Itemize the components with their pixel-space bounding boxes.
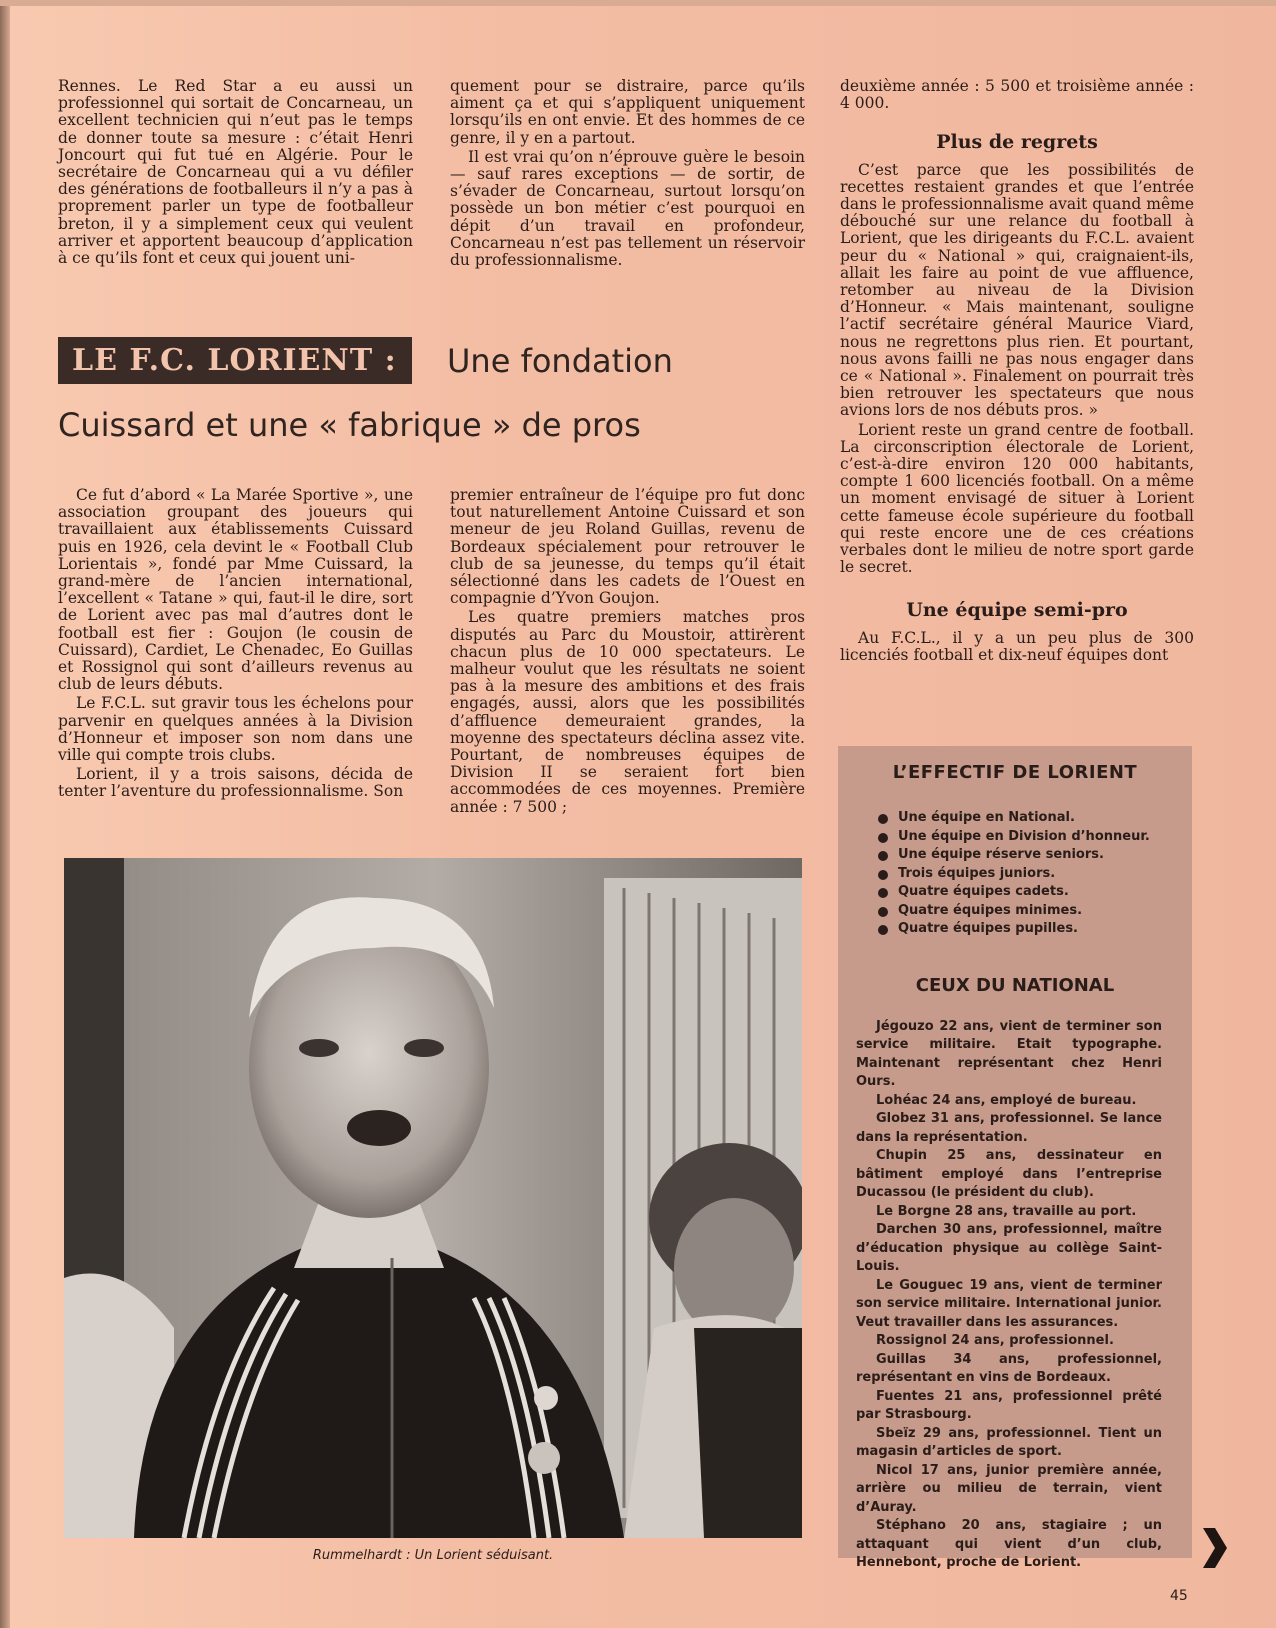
top-column-2 — [450, 78, 805, 271]
paragraph: Rennes. Le Red Star a eu aussi un professionnel qui sortait de Concarneau, un excellent technicien qui n’eut pas le temps de donner toute sa mesure : c’était Henri Joncourt qui fut tué en Algérie. Pour le secrétaire de Concarneau qui a vu défiler des générations de footballeurs il n’y a pas à proprement parler un type de footballeur breton, il y a simplement ceux qui veulent arriver et apportent beaucoup d’application à ce qu’ils font et ceux qui jouent uni- — [58, 77, 413, 268]
continue-arrow-icon — [1203, 1528, 1227, 1568]
paragraph: Les quatre premiers matches pros disputés au Parc du Moustoir, attirèrent chacun plus de 10 000 spectateurs. Le malheur voulut que les résultats ne soient pas à la mesure des ambitions et des frais engagés, aussi, alors que les possibilités d’affluence demeuraient grandes, la moyenne des spectateurs déclina assez vite. Pourtant, de nombreuses équipes de Division II se seraient fort bien accommodées de ces moyennes. Première année : 7 500 ; — [450, 608, 805, 816]
player-entry: Guillas 34 ans, professionnel, représentant en vins de Bordeaux. — [856, 1351, 1162, 1385]
page-number: 45 — [1170, 1588, 1188, 1604]
player-entry: Darchen 30 ans, professionnel, maître d’éducation physique au collège Saint-Louis. — [856, 1222, 1162, 1274]
paragraph: C’est parce que les possibilités de recettes restaient grandes et que l’entrée dans le professionnalisme avait quand même débouché sur une relance du football à Lorient, que les dirigeants du F.C.L. avaient peur du « National » qui, craignaient-ils, allait les faire au point de vue affluence, retomber au niveau de la Division d’Honneur. « Mais maintenant, souligne l’actif secrétaire général Maurice Viard, nous ne regrettons plus rien. Et pourtant, nous avons failli ne pas nous engager dans ce « National ». Finalement on pourrait très bien retrouver les spectateurs que nous avions lors de nos débuts pros. » — [840, 160, 1194, 420]
player-list — [856, 1018, 1162, 1573]
player-entry: Le Gouguec 19 ans, vient de terminer son service militaire. International junior. Veut travailler dans les assurances. — [856, 1277, 1162, 1330]
paragraph: premier entraîneur de l’équipe pro fut donc tout naturellement Antoine Cuissard et son meneur de jeu Roland Guillas, revenu de Bordeaux spécialement pour retrouver le club de sa jeunesse, du temps qu’il était sélectionné dans les cadets de l’Ouest en compagnie d’Yvon Goujon. — [450, 486, 805, 608]
player-entry: Rossignol 24 ans, professionnel. — [876, 1333, 1114, 1348]
player-entry: Le Borgne 28 ans, travaille au port. — [876, 1203, 1137, 1219]
subheading-plus-de-regrets: Plus de regrets — [936, 131, 1098, 154]
list-item: Quatre équipes pupilles. — [878, 920, 1192, 939]
player-entry: Chupin 25 ans, dessinateur en bâtiment employé dans l’entreprise Ducassou (le président du club). — [856, 1148, 1162, 1200]
page-top-edge — [0, 0, 1276, 6]
effectif-list — [878, 809, 1192, 939]
section-label: LE F.C. LORIENT : — [58, 337, 412, 384]
page-binding-edge — [0, 0, 10, 1628]
headline-line-2: Cuissard et une « fabrique » de pros — [58, 406, 641, 444]
photo-illustration — [64, 858, 802, 1538]
list-item: Trois équipes juniors. — [878, 865, 1192, 884]
paragraph: Ce fut d’abord « La Marée Sportive », une association groupant des joueurs qui travaillaient aux établissements Cuissard puis en 1926, cela devint le « Football Club Lorientais », fondé par Mme Cuissard, la grand-mère de l’ancien international, l’excellent « Tatane » qui, faut-il le dire, sort de Lorient avec pas mal d’autres dont le football est fier : Goujon (le cousin de Cuissard), Cardiet, Le Chenadec, Eo Guillas et Rossignol qui sont d’ailleurs revenus au club de leurs débuts. — [58, 486, 413, 694]
paragraph: quement pour se distraire, parce qu’ils aiment ça et qui s’appliquent uniquement lorsqu’ils en ont envie. Et des hommes de ce genre, il y en a partout. — [450, 77, 805, 147]
player-entry: Jégouzo 22 ans, vient de terminer son service militaire. Etait typographe. Maintenant représentant chez Henri Ours. — [856, 1018, 1162, 1089]
player-entry: Stéphano 20 ans, stagiaire ; un attaquant qui vient d’un club, Hennebont, proche de Lorient. — [856, 1518, 1162, 1570]
subheading-equipe-semi-pro: Une équipe semi-pro — [906, 599, 1128, 622]
paragraph: Lorient, il y a trois saisons, décida de tenter l’aventure du professionnalisme. Son — [58, 765, 413, 801]
player-entry: Sbeïz 29 ans, professionnel. Tient un magasin d’articles de sport. — [856, 1425, 1162, 1459]
article-column-1 — [58, 487, 413, 803]
list-item: Une équipe réserve seniors. — [878, 846, 1192, 865]
list-item: Une équipe en National. — [878, 809, 1192, 828]
photo-caption: Rummelhardt : Un Lorient séduisant. — [312, 1548, 554, 1563]
headline-line-1: Une fondation — [447, 342, 673, 380]
list-item: Quatre équipes minimes. — [878, 902, 1192, 921]
paragraph: Au F.C.L., il y a un peu plus de 300 licenciés football et dix-neuf équipes dont — [840, 628, 1194, 664]
list-item: Une équipe en Division d’honneur. — [878, 828, 1192, 847]
paragraph: deuxième année : 5 500 et troisième année : 4 000. — [840, 77, 1194, 113]
sidebar-title-national: CEUX DU NATIONAL — [915, 974, 1115, 996]
right-column — [840, 78, 1194, 666]
photo-rummelhardt — [64, 858, 802, 1538]
sidebar-box — [838, 746, 1192, 1570]
player-entry: Lohéac 24 ans, employé de bureau. — [876, 1092, 1137, 1108]
sidebar-title-effectif: L’EFFECTIF DE LORIENT — [892, 762, 1138, 783]
paragraph: Le F.C.L. sut gravir tous les échelons pour parvenir en quelques années à la Division d’Honneur et imposer son nom dans une ville qui compte trois clubs. — [58, 694, 413, 765]
player-entry: Nicol 17 ans, junior première année, arrière ou milieu de terrain, vient d’Auray. — [856, 1462, 1162, 1515]
paragraph: Il est vrai qu’on n’éprouve guère le besoin — sauf rares exceptions — de sortir, de s’évader de Concarneau, surtout lorsqu’on possède un bon métier c’est pourquoi en dépit d’un travail en profondeur, Concarneau n’est pas tellement un réservoir du professionnalisme. — [450, 147, 805, 270]
article-column-2 — [450, 487, 805, 818]
player-entry: Globez 31 ans, professionnel. Se lance dans la représentation. — [856, 1111, 1162, 1145]
player-entry: Fuentes 21 ans, professionnel prêté par Strasbourg. — [856, 1388, 1162, 1422]
top-column-1 — [58, 78, 413, 269]
list-item: Quatre équipes cadets. — [878, 883, 1192, 902]
paragraph: Lorient reste un grand centre de football. La circonscription électorale de Lorient, c’est-à-dire environ 120 000 habitants, compte 1 600 licenciés football. On a même un moment envisagé de situer à Lorient cette fameuse école supérieure du football qui reste encore une de ces créations verbales dont le milieu de notre sport garde le secret. — [840, 420, 1194, 577]
